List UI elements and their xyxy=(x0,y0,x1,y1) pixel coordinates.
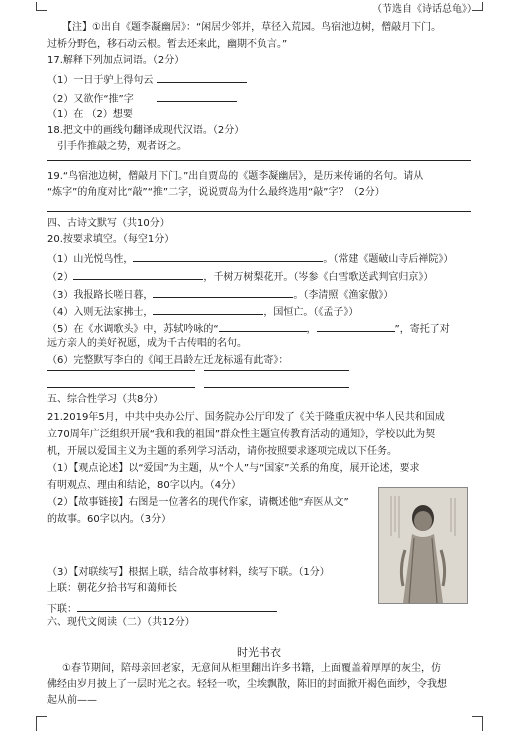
q19-line-2: “炼字”的角度对比“敲”“推”二字，说说贾岛为什么最终选用“敲”字？（2分） xyxy=(47,187,385,198)
couplet-upper: 上联：朝花夕拾书写和蔼师长 xyxy=(47,583,177,594)
q18-title: 18.把文中的画线句翻译成现代汉语。（2分） xyxy=(47,125,245,136)
task-2-line-2: 的故事。60字以内。（3分） xyxy=(47,514,172,525)
article-title: 时光书衣 xyxy=(237,646,281,659)
q20-item-3 xyxy=(47,286,393,303)
q20-item-6: （6）完整默写李白的《闻王昌龄左迁龙标遥有此寄》： xyxy=(47,355,289,366)
q20-item-5-c: ”，寄托了对 xyxy=(394,324,450,335)
q17-item-2-text: （2）又欲作“推”字 xyxy=(47,94,134,105)
annotation-line-1: 【注】①出自《题李凝幽居》：“闲居少邻并，草径入荒园。鸟宿池边树，僧敲月下门。 xyxy=(62,22,442,33)
answer-line[interactable] xyxy=(47,387,195,388)
crop-mark-top-left xyxy=(36,2,47,11)
answer-blank[interactable] xyxy=(73,268,203,280)
q20-item-1-a: （1）山光悦鸟性， xyxy=(47,254,134,265)
q20-title: 20.按要求填空。（每空1分） xyxy=(47,234,175,245)
answer-blank[interactable] xyxy=(133,250,323,262)
portrait-illustration xyxy=(379,488,467,603)
q20-item-3-a: （3）我报路长嗟日暮， xyxy=(47,290,154,301)
q17-item-1 xyxy=(47,71,247,88)
q17-title: 17.解释下列加点词语。（2分） xyxy=(47,55,185,66)
q20-item-5-b: ， xyxy=(306,324,317,335)
q17-item-1-text: （1）一日于驴上得句云 xyxy=(47,75,154,86)
author-portrait-photo xyxy=(378,487,468,604)
q20-item-4 xyxy=(47,303,358,320)
answer-blank[interactable] xyxy=(219,320,307,332)
q20-item-2-b: ，千树万树梨花开。（岑参《白雪歌送武判官归京》） xyxy=(203,272,434,283)
crop-mark-bottom-right xyxy=(472,716,483,731)
q20-item-4-a: （4）入则无法家拂士， xyxy=(47,307,154,318)
answer-line[interactable] xyxy=(47,370,195,371)
answer-line[interactable] xyxy=(47,211,471,212)
q20-item-5-cont: 远方亲人的美好祝愿，成为千古传唱的名句。 xyxy=(47,338,247,349)
section-6-title: 六、现代文阅读（二）（共12分） xyxy=(47,617,195,628)
q21-line-1: 21.2019年5月，中共中央办公厅、国务院办公厅印发了《关于隆重庆祝中华人民共和国成 xyxy=(47,412,445,423)
q20-item-5-a: （5）在《水调歌头》中，苏轼吟咏的“ xyxy=(47,324,219,335)
paragraph-1-line-2: 佛经由岁月披上了一层时光之衣。轻轻一吹，尘埃飘散，陈旧的封面掀开褐色面纱，令我想 xyxy=(47,679,447,690)
answer-line[interactable] xyxy=(204,370,349,371)
couplet-lower xyxy=(47,600,277,617)
paragraph-1-line-1: ①春节期间，陪母亲回老家，无意间从柜里翻出许多书籍，上面覆盖着厚厚的灰尘，仿 xyxy=(62,663,441,674)
q21-line-2: 立70周年广泛组织开展“我和我的祖国”群众性主题宣传教育活动的通知》，学校以此为契 xyxy=(47,429,436,440)
answer-blank[interactable] xyxy=(157,71,247,83)
answer-blank[interactable] xyxy=(77,600,277,612)
couplet-lower-label: 下联： xyxy=(47,604,77,615)
q20-item-3-b: 。（李清照《渔家傲》） xyxy=(293,290,394,301)
section-5-title: 五、综合性学习（共8分） xyxy=(47,394,164,405)
task-1-line-1: （1）【观点论述】以“爱国”为主题，从“个人”与“国家”关系的角度，展开论述，要求 xyxy=(47,463,420,474)
answer-blank[interactable] xyxy=(153,286,293,298)
q20-item-4-b: ，国恒亡。（《孟子》） xyxy=(263,307,359,318)
answer-blank[interactable] xyxy=(317,320,395,332)
annotation-line-2: 过桥分野色，移石动云根。暂去还来此，幽期不负言。” xyxy=(47,39,288,50)
q20-item-1 xyxy=(47,250,453,267)
answer-blank[interactable] xyxy=(153,303,263,315)
answer-blank[interactable] xyxy=(157,90,237,102)
task-1-line-2: 有明观点、理由和结论，80字以内。（4分） xyxy=(47,480,242,491)
q20-item-5 xyxy=(47,320,450,337)
answer-line[interactable] xyxy=(204,387,349,388)
q20-item-2-a: （2） xyxy=(47,272,74,283)
q20-item-2 xyxy=(47,268,433,285)
q21-line-3: 机，开展以爱国主义为主题的系列学习活动，请你按照要求逐项完成以下任务。 xyxy=(47,446,397,457)
task-2-line-1: （2）【故事链接】右图是一位著名的现代作家，请概述他“弃医从文” xyxy=(47,497,349,508)
answer-line[interactable] xyxy=(47,160,471,161)
crop-mark-bottom-left xyxy=(36,716,47,731)
q18-sentence: 引手作推敲之势，观者讶之。 xyxy=(57,141,187,152)
paragraph-1-line-3: 起从前—— xyxy=(47,695,97,706)
source-note: （节选自《诗话总龟》） xyxy=(372,4,477,15)
task-3: （3）【对联续写】根据上联，结合故事材料，续写下联。（1分） xyxy=(47,567,330,578)
q17-answer: （1）在 （2）想要 xyxy=(47,109,133,120)
section-4-title: 四、古诗文默写（共10分） xyxy=(47,218,170,229)
q19-line-1: 19.“鸟宿池边树，僧敲月下门。”出自贾岛的《题李凝幽居》，是历来传诵的名句。请从 xyxy=(47,171,424,182)
q17-item-2 xyxy=(47,90,237,107)
q20-item-1-b: 。（常建《题破山寺后禅院》） xyxy=(323,254,454,265)
